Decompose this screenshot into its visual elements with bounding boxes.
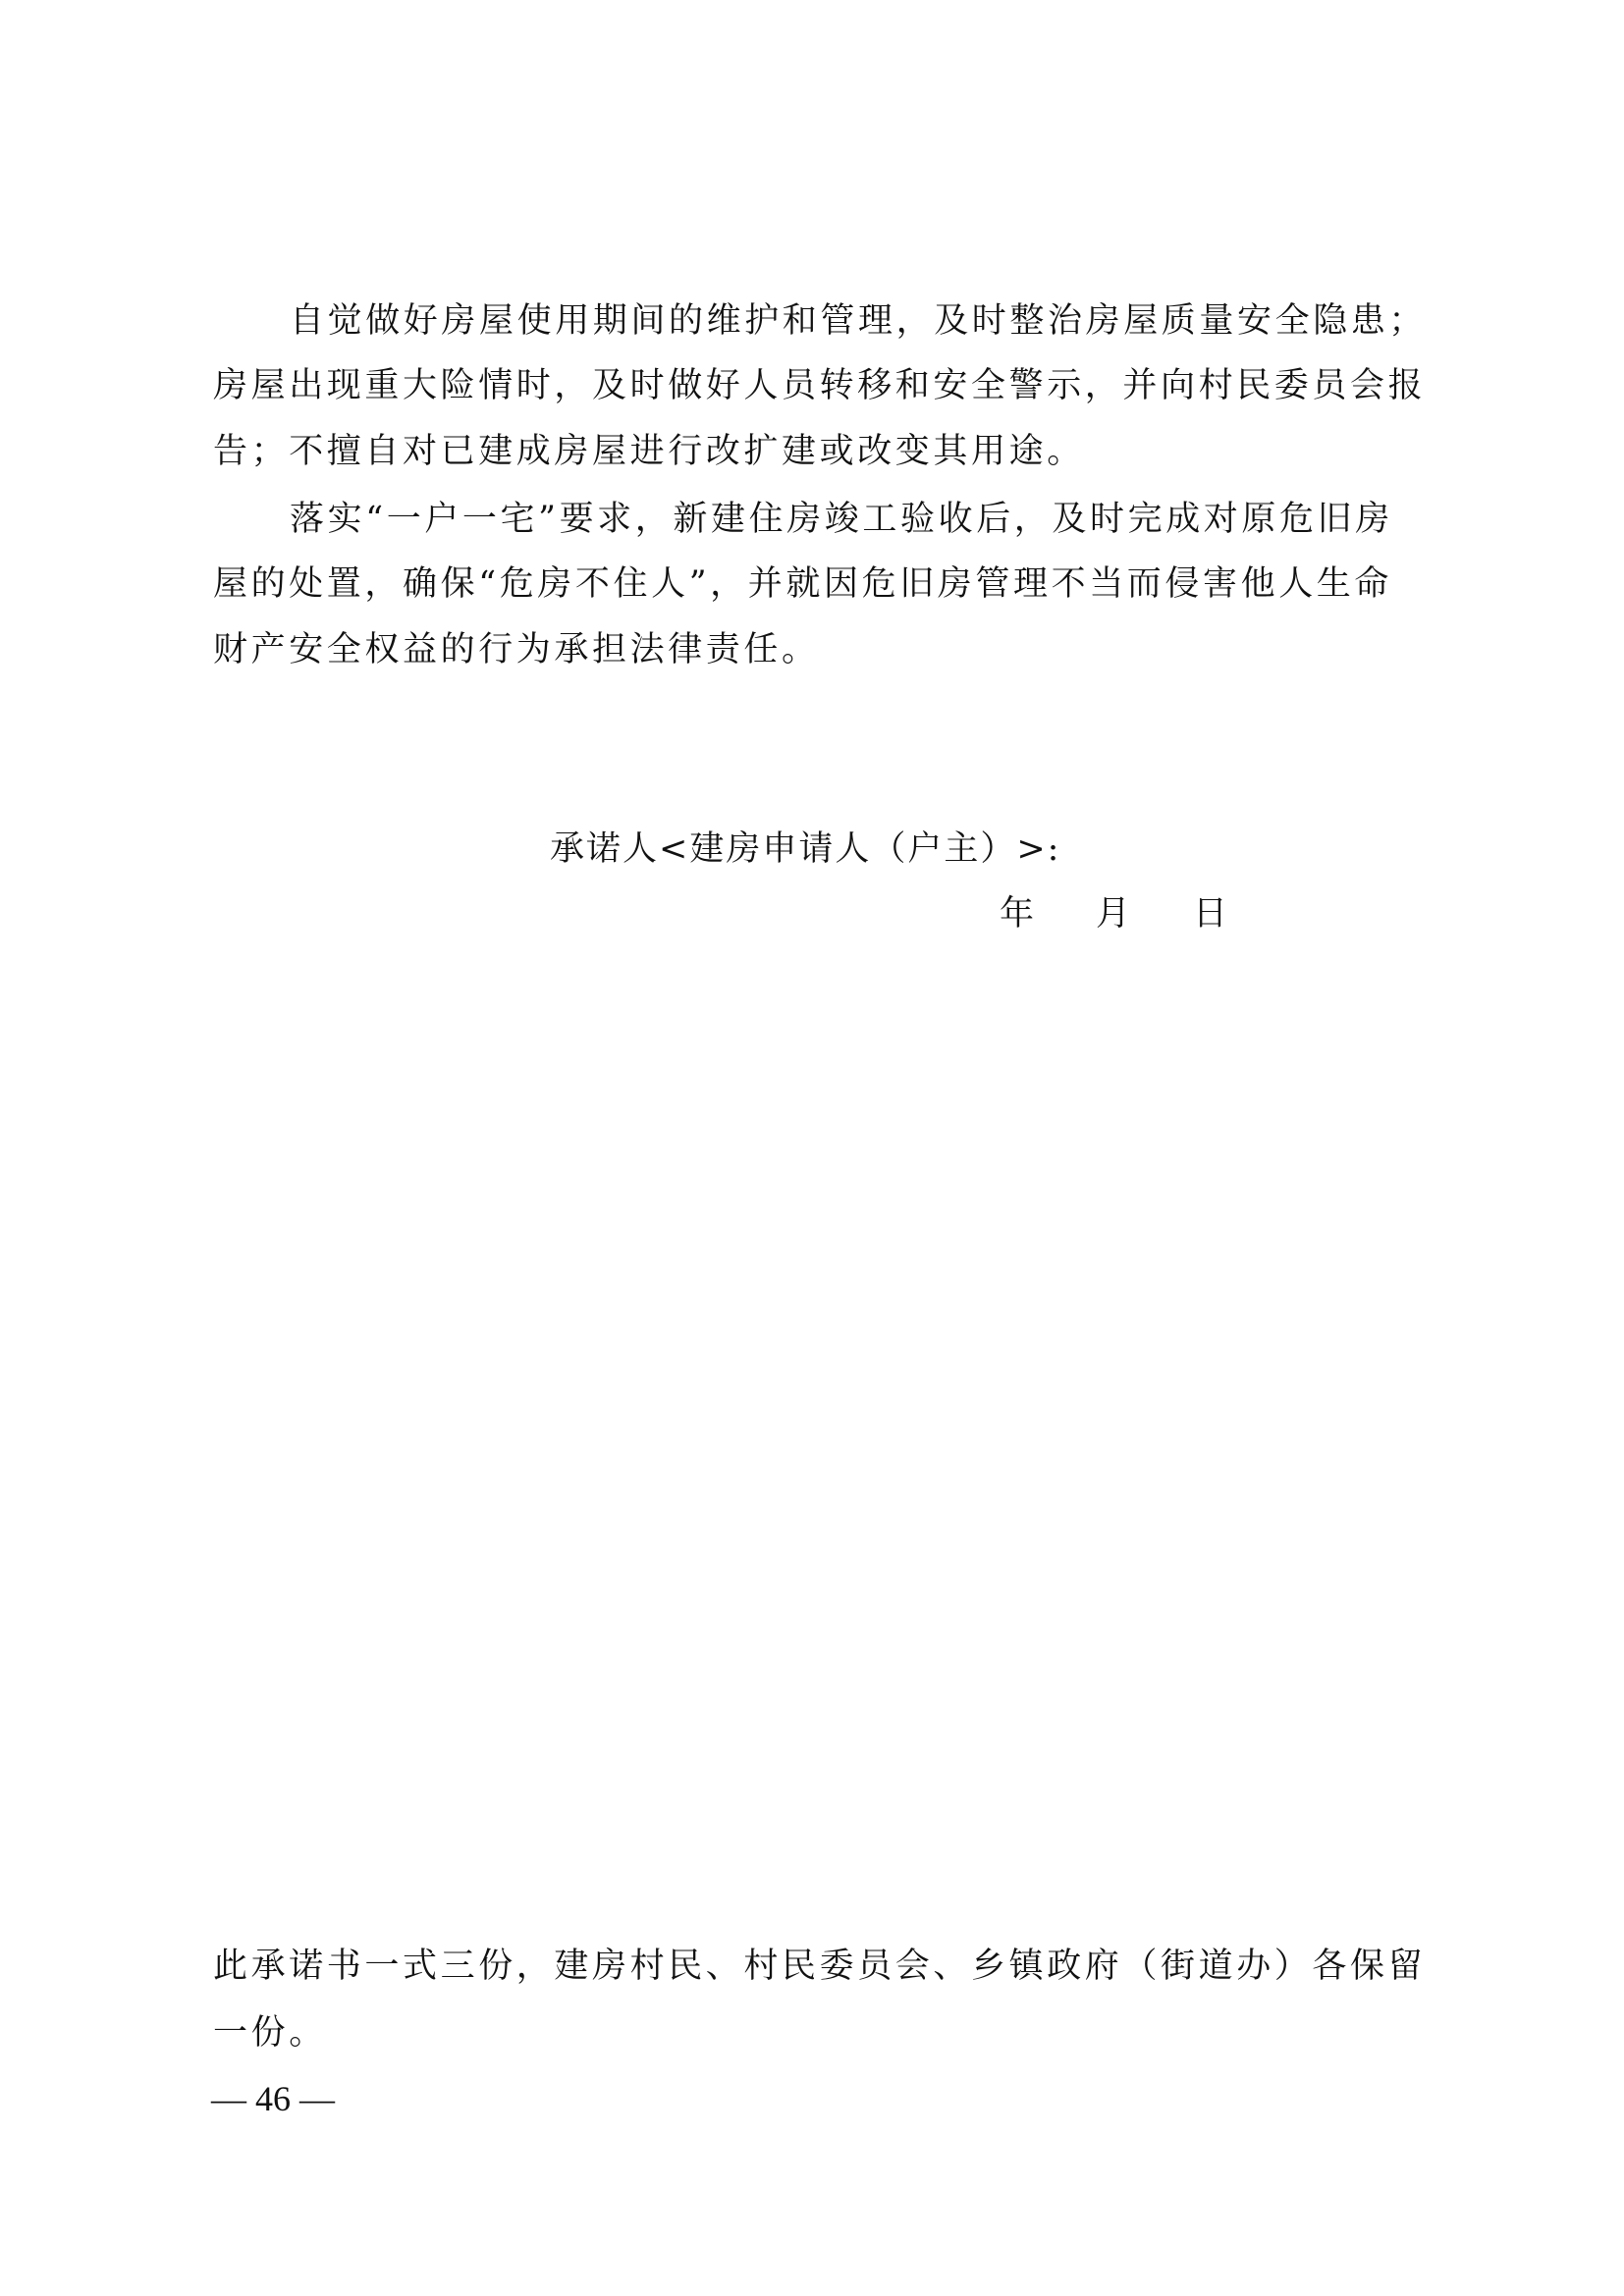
signature-label: 承诺人<建房申请人（户主）>: [550,829,1061,869]
note-line-1: 此承诺书一式三份，建房村民、村民委员会、乡镇政府（街道办）各保留 [213,1947,1427,1986]
signature-date-month: 月 [1096,894,1131,934]
signature-date-year: 年 [1000,894,1035,934]
paragraph-1-line-1: 自觉做好房屋使用期间的维护和管理，及时整治房屋质量安全隐患； [290,301,1428,341]
paragraph-1-line-2: 房屋出现重大险情时，及时做好人员转移和安全警示，并向村民委员会报 [213,366,1427,405]
note-line-2: 一份。 [213,2013,327,2053]
paragraph-2-line-1: 落实“一户一宅”要求，新建住房竣工验收后，及时完成对原危旧房 [290,500,1393,539]
paragraph-2-line-3: 财产安全权益的行为承担法律责任。 [213,630,820,669]
page-number: — 46 — [211,2079,335,2118]
paragraph-2-line-2: 屋的处置，确保“危房不住人”，并就因危旧房管理不当而侵害他人生命 [213,564,1392,604]
signature-date-day: 日 [1193,894,1228,934]
paragraph-1-line-3: 告；不擅自对已建成房屋进行改扩建或改变其用途。 [213,432,1085,471]
